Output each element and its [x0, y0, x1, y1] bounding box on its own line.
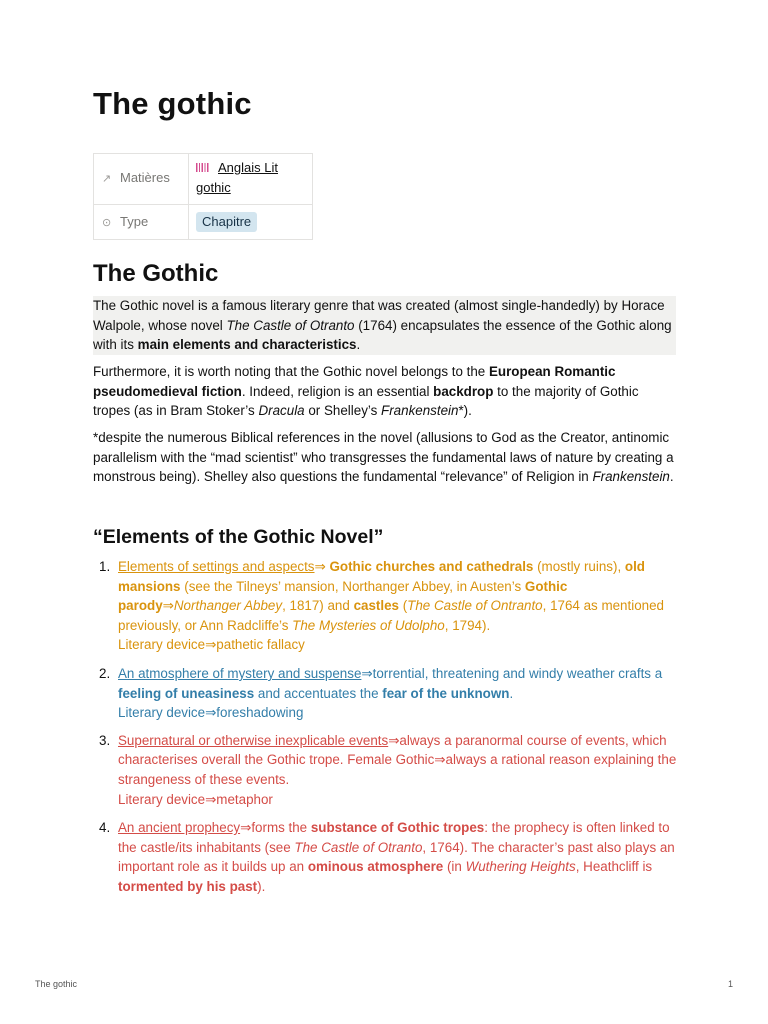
bold-phrase: castles	[353, 598, 399, 614]
page-title: The gothic	[93, 86, 252, 121]
bold-phrase: ominous atmosphere	[307, 859, 444, 875]
page-number: 1	[728, 979, 734, 989]
text-run: , Heathcliff is	[575, 859, 653, 875]
bold-phrase: main elements and characteristics	[137, 337, 357, 353]
text-run: . Indeed, religion is an essential	[241, 383, 434, 399]
elements-list	[93, 557, 677, 897]
list-number: 1.	[99, 559, 111, 574]
bold-phrase: tormented by his past	[118, 878, 258, 894]
italic-title: Northanger Abbey	[173, 598, 283, 614]
text-run: (1764) encapsulates the essence of the Gothic along with its	[93, 317, 672, 353]
text-run: to the majority of Gothic tropes (as in Bram Stoker’s	[93, 383, 639, 419]
italic-title: The Castle of Otranto	[294, 839, 423, 855]
text-run: Furthermore, it is worth noting that the Gothic novel belongs to the	[93, 364, 489, 379]
text-run: or Shelley’s	[304, 403, 382, 419]
text-run: (in	[443, 859, 466, 875]
text-run: , 1794).	[444, 617, 491, 633]
italic-title: Wuthering Heights	[465, 859, 576, 875]
bold-phrase: European Romantic pseudomedieval fiction	[93, 364, 616, 399]
intro-paragraph	[93, 296, 676, 355]
list-number: 3.	[99, 732, 111, 748]
circle-dot-icon: ⊙	[102, 217, 112, 229]
text-run: : the prophecy is often linked to the castle/its inhabitants (see	[118, 820, 670, 855]
relation-page-icon	[196, 163, 210, 172]
text-run: , 1764). The character’s past also plays an important role as it builds up an	[118, 839, 675, 875]
bold-phrase: substance of Gothic tropes	[310, 820, 485, 836]
text-run: *despite the numerous Biblical references in the novel (allusions to God as the Creator, antinomic parallelism with the “mad scientist” who transgresses the fundamental laws of nature by creating a monstrous being). Shelley also questions the fundamental “relevance” of Religion in	[93, 430, 674, 485]
text-run: ⇒always a paranormal course of events, which characterises overall the Gothic trope. Female Gothic⇒always a rational reason explaining the strangeness of these events.	[118, 732, 677, 787]
property-row-type	[94, 205, 313, 240]
text-run: (	[398, 598, 408, 614]
text-run: ⇒torrential, threatening and windy weather crafts a	[361, 665, 663, 681]
type-tag[interactable]: Chapitre	[196, 212, 257, 232]
literary-device-note: Literary device⇒foreshadowing	[118, 705, 304, 721]
italic-title: The Castle of Otranto	[226, 317, 355, 333]
subheading: “Elements of the Gothic Novel”	[93, 526, 384, 548]
italic-title: Frankenstein	[381, 403, 459, 419]
italic-title: Dracula	[258, 403, 305, 419]
section-heading: The Gothic	[93, 260, 219, 287]
text-run: (mostly ruins),	[533, 559, 625, 574]
text-run: ⇒forms the	[240, 820, 311, 836]
text-run: .	[509, 685, 514, 701]
footer-title: The gothic	[35, 979, 78, 989]
relation-link-continued[interactable]: gothic	[196, 180, 231, 195]
italic-title: Frankenstein	[592, 469, 670, 485]
text-run: ).	[257, 878, 266, 894]
literary-device-note: Literary device⇒metaphor	[118, 791, 273, 807]
text-run: (see the Tilneys’ mansion, Northanger Abbey, in Austen’s	[180, 578, 525, 594]
bold-phrase: fear of the unknown	[382, 685, 510, 701]
property-key-cell	[94, 154, 189, 205]
bold-phrase: Gothic parody	[118, 578, 568, 614]
underlined-phrase: An atmosphere of mystery and suspense	[118, 665, 362, 681]
list-number: 2.	[99, 665, 111, 681]
footnote-paragraph	[93, 428, 677, 487]
property-key-cell	[94, 205, 189, 240]
relation-link[interactable]: Anglais Lit	[218, 160, 278, 175]
text-run: The Gothic novel is a famous literary genre that was created (almost single-handedly) by Horace Walpole, whose novel	[93, 298, 665, 333]
bold-phrase: backdrop	[433, 383, 494, 399]
bold-phrase: feeling of uneasiness	[118, 685, 255, 701]
list-number: 4.	[99, 820, 111, 836]
text-run: , 1764 as mentioned previously, or Ann Radcliffe’s	[118, 598, 664, 633]
property-value-cell[interactable]	[189, 154, 313, 205]
text-run: and accentuates the	[254, 685, 383, 701]
context-paragraph	[93, 362, 677, 421]
underlined-phrase: Supernatural or otherwise inexplicable events	[118, 732, 389, 748]
property-row-matieres	[94, 154, 313, 205]
literary-device-note: Literary device⇒pathetic fallacy	[118, 637, 305, 653]
bold-phrase: Gothic churches and cathedrals	[329, 559, 534, 574]
text-run: .	[669, 469, 674, 485]
underlined-phrase: Elements of settings and aspects	[118, 559, 315, 574]
text-run: , 1817) and	[282, 598, 354, 614]
underlined-phrase: An ancient prophecy	[118, 820, 241, 836]
property-value-cell[interactable]	[189, 205, 313, 240]
list-item	[93, 664, 677, 723]
property-key-label: Type	[120, 214, 149, 229]
properties-table	[93, 153, 313, 240]
italic-title: The Mysteries of Udolpho	[292, 617, 445, 633]
text-run: .	[356, 337, 361, 353]
arrow-up-right-icon: ↗	[102, 173, 112, 185]
arrow-text: ⇒	[162, 598, 174, 614]
property-key-label: Matières	[120, 170, 170, 185]
list-item	[93, 818, 677, 896]
bold-phrase: old mansions	[118, 559, 645, 594]
list-item	[93, 557, 677, 655]
text-run: *).	[458, 403, 472, 419]
arrow-text: ⇒	[314, 559, 330, 574]
list-item	[93, 731, 677, 809]
italic-title: The Castle of Ontranto	[407, 598, 543, 614]
